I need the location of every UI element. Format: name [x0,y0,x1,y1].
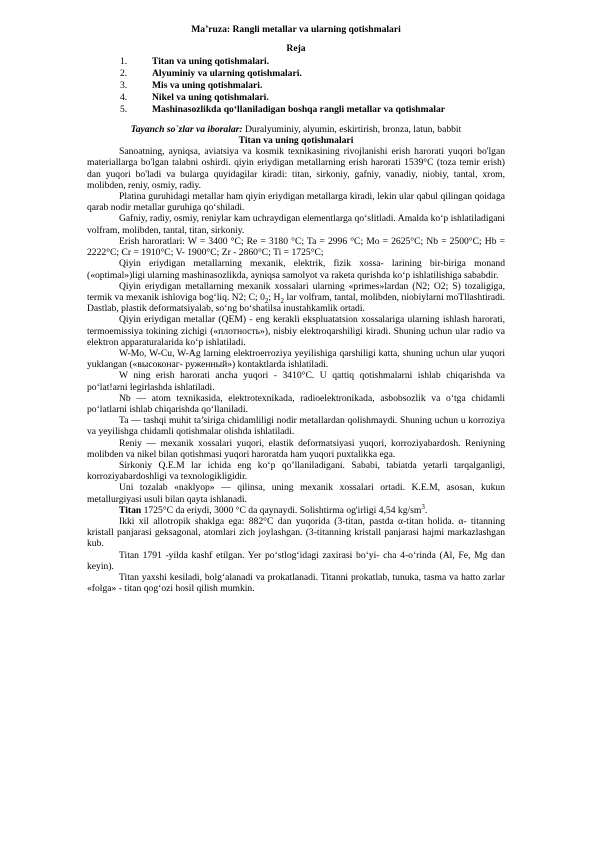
keywords-list: Duralyuminiy, alyumin, eskirtirish, bronza, latun, babbit [242,123,462,135]
paragraph: Gafniy, radiy, osmiy, reniylar kam uchraydigan elementlarga qo‘slitladi. Amalda ko‘p ishlatiladigani volfram, molibden, tantal, titan, sirkoniy. [87,213,505,236]
paragraph: Qiyin eriydigan metallarning mexanik, elektrik, fizik xossa- larining bir-biriga monand («optimal»)ligi ularning mashinasozlikda, ayniqsa samolyot va raketa qurishda ko‘p ishlatilishiga sababdir. [87,258,505,281]
paragraph: Ta — tashqi muhit ta’siriga chidamliligi nodir metallardan qolishmaydi. Shuning uchun u korroziya va yeyilishga chidamli qotishmalar olishda ishlatiladi. [87,415,505,438]
paragraph: Qiyin eriydigan metallarning mexanik xossalari ularning «primes»lardan (N2; O2; S) tozaligiga, termik va mexanik ishloviga bog‘liq. N2; C; $0_2$; $H_2$ lar volfram, tantal, molibden, niobiylarni moTllashtiradi. Dastlab, plastik deformatsiyalab, so‘ng bo‘shatilsa inustahkamlik ortadi. [87,280,505,315]
paragraph: Sanoatning, ayniqsa, aviatsiya va kosmik texnikasining rivojlanishi erish harorati yuqori bo'lgan materiallarga bo'lgan talabni oshirdi. qiyin eriydigan metallarning erish harorati 1539°C (toza temir erish) dan yuqori bo'ladi va bularga quyidagilar kiradi: titan, sirkoniy, gafniy, vanadiy, niobiy, tantal, xrom, molibden, reniy, osmiy, radiy. [87,146,505,191]
lecture-title: Ma’ruza: Rangli metallar va ularning qotishmalari [191,24,401,35]
plan-item: 4. Nikel va uning qotishmalari. [120,92,269,104]
paragraph: Uni tozalab «naklyop» — qilinsa, uning mexanik xossalari ortadi. K.E.M, asosan, kukun metallurgiyasi usuli bilan qayta ishlanadi. [87,482,505,505]
paragraph: Nb — atom texnikasida, elektrotexnikada, radioelektronikada, asbobsozlik va o‘tga chidamli po‘latlarni ishlab chiqarishda qo‘llaniladi. [87,392,505,415]
paragraph: Titan 1725°C da eriydi, 3000 °C da qaynaydi. Solishtirma og'irligi 4,54 $kg/sm^3$. [119,502,428,516]
paragraph: Sirkoniy Q.E.M lar ichida eng ko‘p qo’llaniladigani. Sababi, tabiatda yetarli tarqalganligi, korroziyabardoshligi va texnologikligidir. [87,459,505,483]
paragraph: Qiyin eriydigan metallar (QEM) - eng kerakli ekspluatatsion xossalariga ularning ishlash harorati, termoemissiya tokining zichigi («плотность»), nisbiy elektroqarshiligi kiradi. Shuning uchun ular radio va elektron apparaturalarida ko‘p ishlatiladi. [87,314,505,348]
paragraph: Titan yaxshi kesiladi, bolg‘alanadi va prokatlanadi. Titanni prokatlab, tunuka, tasma va hatto zarlar «folga» - titan qog‘ozi hosil qilish mumkin. [87,571,505,595]
plan-heading: Reja [286,43,306,55]
plan-list [87,56,505,115]
plan-item: 3. Mis va uning qotishmalari. [120,80,263,92]
paragraph: Titan 1791 -yilda kashf etilgan. Yer po‘stlog‘idagi zaxirasi bo‘yi- cha 4-o‘rinda (Al, Fe, Mg dan keyin). [87,549,505,572]
paragraph: Erish haroratlari: W = 3400 °C; Re = 3180 °C; Ta = 2996 °C; Mo = 2625°C; Nb = 2500°C; Hb = 2222°C; Cr = 1910°C; V- 1900°C; Zr - 2860°C; Ti = 1725°C; [87,235,505,259]
plan-item: 5. Mashinasozlikda qo‘llaniladigan boshqa rangli metallar va qotishmalar [120,103,446,115]
paragraph: W-Mo, W-Cu, W-Ag larning elektroerroziya yeyilishiga qarshiligi katta, shuning uchun ular yuqori yuklangan («высоконаг- руженный») kontaktlarda ishlatiladi. [87,347,505,371]
paragraph: W ning erish harorati ancha yuqori - 3410°C. U qattiq qotishmalarni ishlab chiqarishda va po‘lat!arni legirlashda ishlatiladi. [87,370,505,393]
paragraph: Reniy — mexanik xossalari yuqori, elastik deformatsiyasi yuqori, korroziyabardosh. Reniyning molibden va nikel bilan qotishmasi yuqori haroratda ham yuqori puxtalikka ega. [87,437,505,460]
keywords-label: Tayanch so`zlar va iboralar: [130,123,243,135]
plan-item: 2. Alyuminiy va ularning qotishmalari. [120,68,302,80]
paragraph: Platina guruhidagi metallar ham qiyin eriydigan metallarga kiradi, lekin ular qabul qilingan qoidaga qarab nodir metallar guruhiga qo‘shiladi. [87,191,505,214]
document-body [87,24,505,594]
keywords-line [87,124,505,135]
paragraph: Ikki xil allotropik shaklga ega: 882°C dan yuqorida (3-titan, pastda α-titan holida. α- titanning kristall panjarasi geksagonal, atomlari zich joylashgan. (3-titanning kristall panjarasi hajmi markazlashgan kub. [87,515,505,550]
plan-item: 1. Titan va uning qotishmalari. [120,56,270,68]
section-title: Titan va uning qotishmalari [238,135,354,147]
